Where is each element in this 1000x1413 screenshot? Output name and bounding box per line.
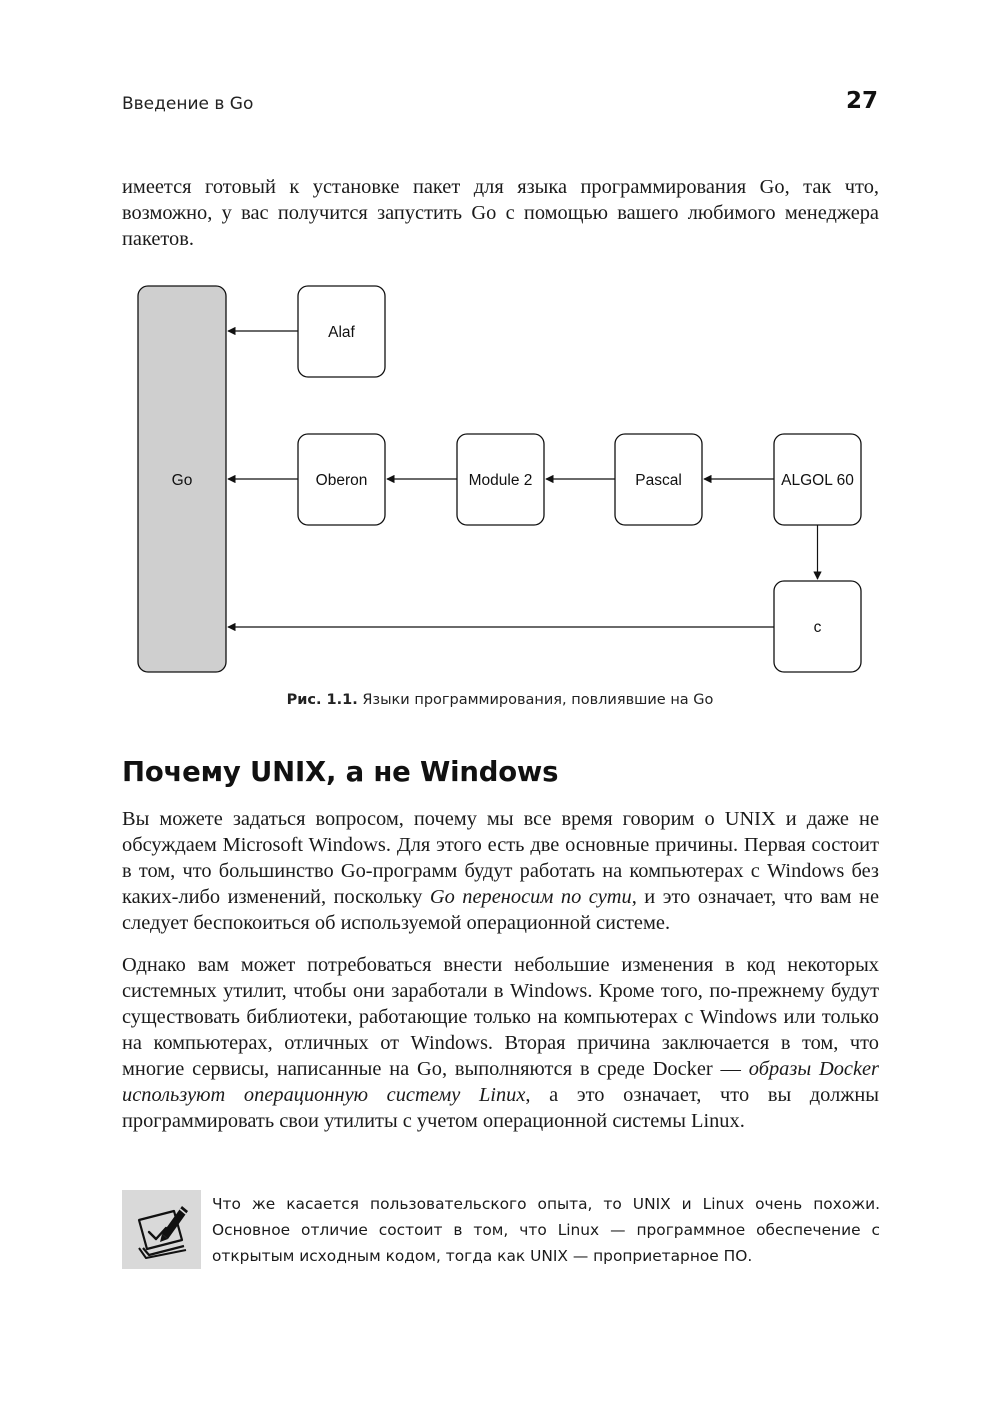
figure-caption xyxy=(0,692,1000,708)
node-algol60-label: ALGOL 60 xyxy=(781,472,854,489)
node-pascal-label: Pascal xyxy=(635,472,682,489)
node-alaf-label: Alaf xyxy=(328,324,355,341)
section-paragraph-2: Однако вам может потребоваться внести небольшие изменения в код некоторых системных утилит, чтобы они заработали в Windows. Кроме того, по-прежнему будут существовать библиотеки, работающие только на компьютерах с Windows или только на компьютерах, отличных от Windows. Вторая причина заключается в том, что многие сервисы, написанные на Go, выполняются в среде Docker — образы Docker используют операционную систему Linux, а это означает, что вы должны программировать свои утилиты с учетом операционной системы Linux. xyxy=(122,954,879,1132)
page-number: 27 xyxy=(845,88,878,114)
note-icon-box xyxy=(122,1190,201,1269)
pencil-note-icon xyxy=(122,1190,201,1269)
figure-caption-text: Языки программирования, повлиявшие на Go xyxy=(362,692,714,708)
node-module2-label: Module 2 xyxy=(468,472,533,489)
section-paragraph-1: Вы можете задаться вопросом, почему мы все время говорим о UNIX и даже не обсуждаем Microsoft Windows. Для этого есть две основные причины. Первая состоит в том, что большинство Go-программ будут работать на компьютерах с Windows без каких-либо изменений, поскольку Go переносим по сути, и это означает, что вам не следует беспокоиться об используемой операционной системе. xyxy=(122,808,879,934)
note-text: Что же касается пользовательского опыта, то UNIX и Linux очень похожи. Основное отличие состоит в том, что Linux — программное обеспечение с открытым исходным кодом, тогда как UNIX — проприетарное ПО. xyxy=(212,1195,880,1265)
figure-caption-label: Рис. 1.1. xyxy=(286,692,358,708)
node-oberon-label: Oberon xyxy=(315,472,368,489)
running-title: Введение в Go xyxy=(122,94,254,114)
intro-paragraph: имеется готовый к установке пакет для языка программирования Go, так что, возможно, у вас получится запустить Go с помощью вашего любимого менеджера пакетов. xyxy=(122,176,879,250)
languages-diagram xyxy=(0,0,1000,690)
node-c-label: c xyxy=(813,619,822,636)
section-heading: Почему UNIX, а не Windows xyxy=(122,756,559,788)
node-go-label: Go xyxy=(171,472,193,489)
